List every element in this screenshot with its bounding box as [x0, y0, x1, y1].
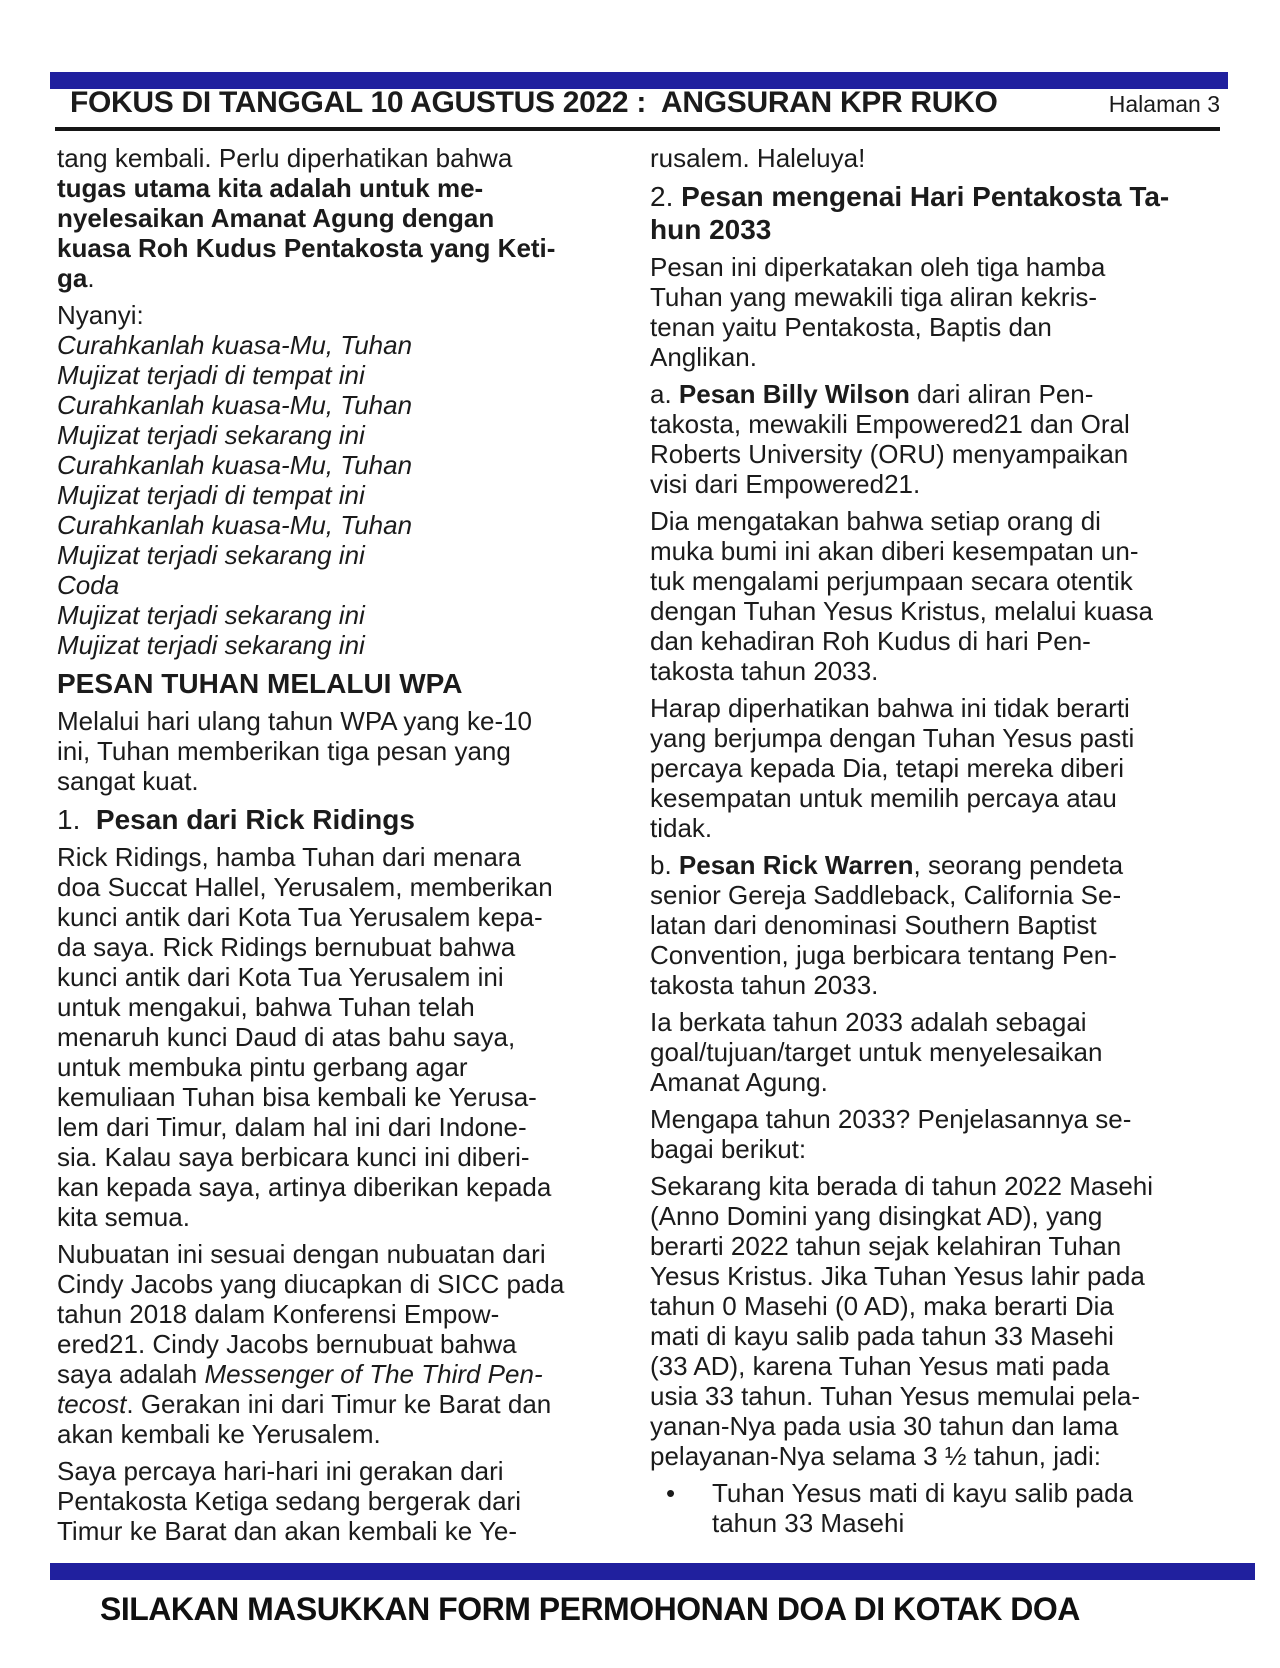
paragraph [650, 1007, 1225, 1097]
text-run: takosta tahun 2033. [650, 656, 879, 686]
text-run: doa Succat Hallel, Yerusalem, memberikan [57, 872, 553, 902]
text-run: Pentakosta Ketiga sedang bergerak dari [57, 1486, 521, 1516]
footer-notice: SILAKAN MASUKKAN FORM PERMOHONAN DOA DI KOTAK DOA [100, 1591, 1080, 1627]
text-line [57, 1456, 602, 1486]
text-run: Messenger of The Third Pen- [204, 1359, 543, 1389]
text-line [57, 600, 602, 630]
text-line [650, 596, 1225, 626]
text-run: Curahkanlah kuasa-Mu, Tuhan [57, 390, 413, 420]
text-line [57, 1239, 602, 1269]
text-run: lem dari Timur, dalam hal ini dari Indone- [57, 1112, 527, 1142]
text-run: menaruh kunci Daud di atas bahu saya, [57, 1022, 516, 1052]
text-line [712, 1478, 1225, 1508]
text-run: Roberts University (ORU) menyampaikan [650, 439, 1129, 469]
text-line [57, 992, 602, 1022]
text-line [57, 902, 602, 932]
text-run: tecost [57, 1389, 127, 1419]
text-line [57, 803, 602, 836]
text-line [57, 872, 602, 902]
text-line [57, 1419, 602, 1449]
text-run: Dia mengatakan bahwa setiap orang di [650, 506, 1101, 536]
text-line [57, 1112, 602, 1142]
text-line [57, 1329, 602, 1359]
text-line [650, 1381, 1225, 1411]
text-line [57, 1359, 602, 1389]
section-heading [57, 803, 602, 836]
text-line [650, 1007, 1225, 1037]
column-left [57, 143, 602, 1553]
text-line [650, 282, 1225, 312]
text-line [57, 1052, 602, 1082]
text-line [57, 480, 602, 510]
paragraph [57, 1239, 602, 1449]
text-run: Mujizat terjadi di tempat ini [57, 480, 365, 510]
text-run: Amanat Agung. [650, 1067, 828, 1097]
text-run: Yesus Kristus. Jika Tuhan Yesus lahir pada [650, 1261, 1145, 1291]
footer-accent-bar [50, 1563, 1255, 1580]
paragraph [650, 506, 1225, 686]
text-run: Curahkanlah kuasa-Mu, Tuhan [57, 330, 413, 360]
text-line [650, 1261, 1225, 1291]
text-line [57, 300, 602, 330]
text-line [57, 510, 602, 540]
text-run: Coda [57, 570, 120, 600]
text-run: PESAN TUHAN MELALUI WPA [57, 668, 463, 699]
text-line [712, 1508, 1225, 1538]
text-run: kesempatan untuk memilih percaya atau [650, 783, 1117, 813]
text-run: tahun 33 Masehi [712, 1508, 905, 1538]
text-run: Pesan mengenai Hari Pentakosta Ta- [681, 181, 1170, 212]
text-line [57, 143, 602, 173]
text-run: kemuliaan Tuhan bisa kembali ke Yerusa- [57, 1082, 537, 1112]
bullet-marker: • [666, 1478, 676, 1508]
text-line [650, 1067, 1225, 1097]
text-line [57, 1142, 602, 1172]
bullet-text [712, 1478, 1225, 1538]
text-line [650, 469, 1225, 499]
paragraph [650, 143, 1225, 173]
text-line [650, 1441, 1225, 1471]
text-line [57, 173, 602, 203]
text-line [57, 1486, 602, 1516]
text-line [57, 540, 602, 570]
text-line [650, 626, 1225, 656]
text-run: Sekarang kita berada di tahun 2022 Masehi [650, 1171, 1154, 1201]
text-run: ini, Tuhan memberikan tiga pesan yang [57, 736, 511, 766]
paragraph [57, 706, 602, 796]
text-run: dari aliran Pen- [909, 379, 1094, 409]
text-run: Pesan dari Rick Ridings [95, 804, 415, 835]
text-run: kita semua. [57, 1202, 190, 1232]
text-line [650, 506, 1225, 536]
text-line [650, 143, 1225, 173]
text-run: (33 AD), karena Tuhan Yesus mati pada [650, 1351, 1110, 1381]
paragraph [57, 143, 602, 293]
text-line [57, 842, 602, 872]
text-line [650, 409, 1225, 439]
text-run: b. [650, 850, 679, 880]
section-heading [650, 180, 1225, 246]
bullet-item [650, 1478, 1225, 1538]
text-run: , seorang pendeta [913, 850, 1124, 880]
text-run: Mujizat terjadi sekarang ini [57, 420, 365, 450]
text-line [650, 813, 1225, 843]
paragraph [650, 379, 1225, 499]
text-line [650, 312, 1225, 342]
text-run: tang kembali. Perlu diperhatikan bahwa [57, 143, 513, 173]
text-line [57, 1269, 602, 1299]
paragraph [650, 1171, 1225, 1471]
text-run: tugas utama kita adalah untuk me- [57, 173, 484, 203]
text-run: Mengapa tahun 2033? Penjelasannya se- [650, 1104, 1132, 1134]
text-line [650, 723, 1225, 753]
text-run: tenan yaitu Pentakosta, Baptis dan [650, 312, 1052, 342]
text-line [650, 940, 1225, 970]
text-line [57, 736, 602, 766]
text-run: 1. [57, 804, 96, 835]
text-line [57, 233, 602, 263]
text-line [650, 1291, 1225, 1321]
text-line [57, 667, 602, 700]
text-line [650, 1231, 1225, 1261]
text-line [650, 753, 1225, 783]
paragraph [650, 1104, 1225, 1164]
text-line [57, 263, 602, 293]
text-run: muka bumi ini akan diberi kesempatan un- [650, 536, 1139, 566]
text-run: Ia berkata tahun 2033 adalah sebagai [650, 1007, 1087, 1037]
text-run: da saya. Rick Ridings bernubuat bahwa [57, 932, 516, 962]
text-run: kunci antik dari Kota Tua Yerusalem ini [57, 962, 504, 992]
text-run: . Gerakan ini dari Timur ke Barat dan [126, 1389, 552, 1419]
text-run: tahun 0 Masehi (0 AD), maka berarti Dia [650, 1291, 1114, 1321]
text-run: sangat kuat. [57, 766, 199, 796]
text-run: Mujizat terjadi sekarang ini [57, 630, 365, 660]
text-run: Curahkanlah kuasa-Mu, Tuhan [57, 510, 413, 540]
column-right [650, 143, 1225, 1553]
text-run: kan kepada saya, artinya diberikan kepada [57, 1172, 552, 1202]
header-rule [55, 127, 1220, 131]
text-run: visi dari Empowered21. [650, 469, 921, 499]
paragraph [650, 252, 1225, 372]
page-header [70, 86, 1220, 120]
text-line [650, 439, 1225, 469]
text-run: senior Gereja Saddleback, California Se- [650, 880, 1122, 910]
text-line [650, 566, 1225, 596]
text-line [650, 880, 1225, 910]
text-run: tuk mengalami perjumpaan secara otentik [650, 566, 1133, 596]
text-run: a. [650, 379, 679, 409]
text-run: bagai berikut: [650, 1134, 807, 1164]
paragraph [650, 693, 1225, 843]
text-run: Pesan ini diperkatakan oleh tiga hamba [650, 252, 1106, 282]
text-run: tidak. [650, 813, 713, 843]
text-line [57, 1516, 602, 1546]
text-line [57, 420, 602, 450]
text-run: ga [57, 263, 88, 293]
paragraph [650, 850, 1225, 1000]
text-run: Melalui hari ulang tahun WPA yang ke-10 [57, 706, 533, 736]
text-line [650, 656, 1225, 686]
text-line [57, 932, 602, 962]
paragraph [57, 1456, 602, 1546]
text-line [650, 850, 1225, 880]
text-line [57, 1172, 602, 1202]
text-run: tahun 2018 dalam Konferensi Empow- [57, 1299, 500, 1329]
text-line [57, 766, 602, 796]
text-run: Tuhan yang mewakili tiga aliran kekris- [650, 282, 1098, 312]
text-run: goal/tujuan/target untuk menyelesaikan [650, 1037, 1103, 1067]
text-line [57, 1202, 602, 1232]
text-line [650, 1134, 1225, 1164]
text-run: takosta tahun 2033. [650, 970, 879, 1000]
page-number: Halaman 3 [1108, 91, 1220, 117]
text-run: saya adalah [57, 1359, 205, 1389]
text-line [650, 970, 1225, 1000]
text-run: Nubuatan ini sesuai dengan nubuatan dari [57, 1239, 546, 1269]
paragraph [57, 300, 602, 660]
text-line [650, 1201, 1225, 1231]
text-line [650, 252, 1225, 282]
text-run: Curahkanlah kuasa-Mu, Tuhan [57, 450, 413, 480]
text-run: berarti 2022 tahun sejak kelahiran Tuhan [650, 1231, 1122, 1261]
text-run: nyelesaikan Amanat Agung dengan [57, 203, 495, 233]
text-line [650, 536, 1225, 566]
text-run: Rick Ridings, hamba Tuhan dari menara [57, 842, 521, 872]
text-line [57, 1022, 602, 1052]
text-line [650, 1171, 1225, 1201]
section-heading [57, 667, 602, 700]
text-run: kunci antik dari Kota Tua Yerusalem kepa- [57, 902, 543, 932]
text-run: Mujizat terjadi di tempat ini [57, 360, 365, 390]
text-run: Timur ke Barat dan akan kembali ke Ye- [57, 1516, 518, 1546]
text-run: . [87, 263, 95, 293]
text-run: dan kehadiran Roh Kudus di hari Pen- [650, 626, 1091, 656]
text-line [57, 1082, 602, 1112]
text-run: yang berjumpa dengan Tuhan Yesus pasti [650, 723, 1135, 753]
text-run: Mujizat terjadi sekarang ini [57, 600, 365, 630]
text-run: yanan-Nya pada usia 30 tahun dan lama [650, 1411, 1119, 1441]
text-line [57, 962, 602, 992]
text-line [57, 1389, 602, 1419]
text-run: takosta, mewakili Empowered21 dan Oral [650, 409, 1130, 439]
text-line [650, 1037, 1225, 1067]
text-run: Tuhan Yesus mati di kayu salib pada [712, 1478, 1134, 1508]
text-line [650, 1321, 1225, 1351]
text-line [57, 450, 602, 480]
text-line [57, 390, 602, 420]
text-run: Harap diperhatikan bahwa ini tidak berarti [650, 693, 1130, 723]
text-run: kuasa Roh Kudus Pentakosta yang Keti- [57, 233, 556, 263]
text-run: Pesan Billy Wilson [678, 379, 910, 409]
text-run: Saya percaya hari-hari ini gerakan dari [57, 1456, 504, 1486]
text-line [57, 330, 602, 360]
text-line [650, 1411, 1225, 1441]
paragraph [57, 842, 602, 1232]
page-title: FOKUS DI TANGGAL 10 AGUSTUS 2022 : ANGSURAN KPR RUKO [70, 86, 998, 119]
text-line [57, 630, 602, 660]
text-line [650, 1104, 1225, 1134]
text-line [650, 379, 1225, 409]
text-run: untuk membuka pintu gerbang agar [57, 1052, 468, 1082]
text-run: mati di kayu salib pada tahun 33 Masehi [650, 1321, 1114, 1351]
text-line [650, 910, 1225, 940]
text-line [650, 783, 1225, 813]
text-line [57, 706, 602, 736]
text-run: 2. [650, 181, 682, 212]
text-line [57, 360, 602, 390]
text-line [57, 203, 602, 233]
text-run: pelayanan-Nya selama 3 ½ tahun, jadi: [650, 1441, 1101, 1471]
text-run: Convention, juga berbicara tentang Pen- [650, 940, 1117, 970]
text-line [650, 213, 1225, 246]
text-line [650, 180, 1225, 213]
text-line [650, 1351, 1225, 1381]
text-run: (Anno Domini yang disingkat AD), yang [650, 1201, 1103, 1231]
text-run: hun 2033 [650, 214, 772, 245]
text-line [57, 570, 602, 600]
text-run: Mujizat terjadi sekarang ini [57, 540, 365, 570]
text-run: akan kembali ke Yerusalem. [57, 1419, 381, 1449]
text-run: Nyanyi: [57, 300, 144, 330]
text-run: dengan Tuhan Yesus Kristus, melalui kuasa [650, 596, 1154, 626]
text-run: Anglikan. [650, 342, 757, 372]
text-run: sia. Kalau saya berbicara kunci ini diberi- [57, 1142, 530, 1172]
text-run: latan dari denominasi Southern Baptist [650, 910, 1097, 940]
text-run: percaya kepada Dia, tetapi mereka diberi [650, 753, 1125, 783]
text-run: Cindy Jacobs yang diucapkan di SICC pada [57, 1269, 565, 1299]
text-run: usia 33 tahun. Tuhan Yesus memulai pela- [650, 1381, 1141, 1411]
text-line [650, 342, 1225, 372]
text-line [57, 1299, 602, 1329]
text-run: ered21. Cindy Jacobs bernubuat bahwa [57, 1329, 517, 1359]
article-body [57, 143, 1225, 1553]
text-run: untuk mengakui, bahwa Tuhan telah [57, 992, 475, 1022]
text-run: Pesan Rick Warren [678, 850, 914, 880]
text-line [650, 693, 1225, 723]
text-run: rusalem. Haleluya! [650, 143, 866, 173]
